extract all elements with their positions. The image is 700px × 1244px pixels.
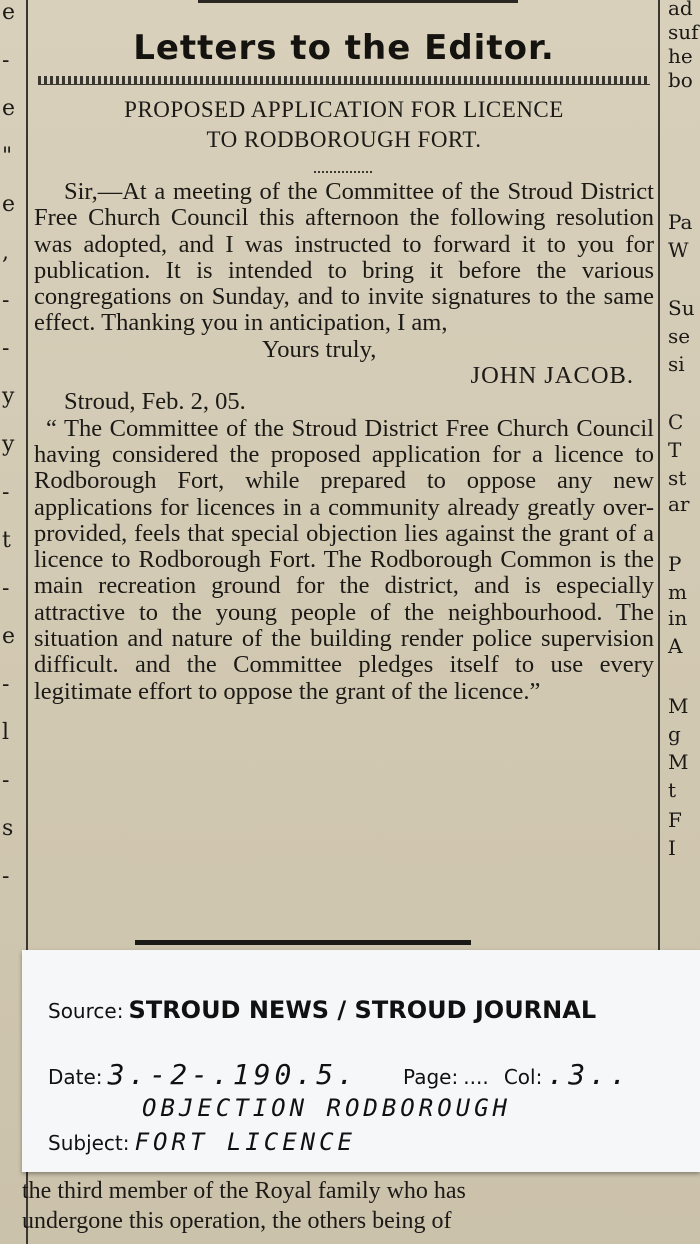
- end-rule: [135, 940, 471, 945]
- right-column-fragment-text: he: [668, 44, 693, 68]
- col-key: Col:: [503, 1065, 543, 1089]
- left-column-char: s: [2, 816, 14, 841]
- subheading: [34, 95, 654, 155]
- label-date-row: [48, 1058, 631, 1091]
- label-source-row: [48, 996, 596, 1024]
- left-column-char: ,: [2, 240, 9, 265]
- subject-line-2: FORT LICENCE: [134, 1128, 356, 1156]
- left-column-char: -: [2, 864, 10, 889]
- left-column-char: l: [2, 720, 10, 745]
- col-value: .3..: [547, 1058, 631, 1091]
- right-column-fragment-text: M: [668, 750, 689, 774]
- top-rule: [198, 0, 518, 3]
- right-column-fragment-text: Su: [668, 296, 695, 320]
- place-date: Stroud, Feb. 2, 05.: [64, 388, 246, 416]
- left-column-fragment: [0, 0, 26, 960]
- left-column-char: e: [2, 96, 16, 121]
- letter-article: [34, 20, 654, 705]
- right-column-fragment-text: t: [668, 778, 677, 802]
- right-column-fragment-text: st: [668, 466, 687, 490]
- bottom-line-1: the third member of the Royal family who has: [22, 1178, 466, 1204]
- left-column-char: -: [2, 480, 10, 505]
- left-column-char: e: [2, 0, 16, 25]
- page-value: ....: [463, 1065, 489, 1089]
- date-key: Date:: [48, 1065, 103, 1089]
- left-column-char: -: [2, 48, 10, 73]
- right-column-fragment-text: ad: [668, 0, 693, 20]
- subject-line-1: OBJECTION RODBOROUGH: [142, 1094, 511, 1122]
- source-key: Source:: [48, 999, 124, 1023]
- closing: Yours truly,: [262, 335, 377, 363]
- right-column-fragment-text: m: [668, 580, 687, 604]
- bottom-article-fragment: [22, 1176, 682, 1236]
- right-column-fragment-text: W: [668, 238, 689, 262]
- left-column-char: ": [2, 144, 13, 169]
- right-column-fragment-text: in: [668, 606, 688, 630]
- right-column-fragment-text: F: [668, 808, 682, 832]
- right-column-fragment-text: Pa: [668, 210, 693, 234]
- signature: JOHN JACOB.: [470, 362, 634, 390]
- resolution-text: “ The Committee of the Stroud District Free Church Council having considered the proposed application for a licence to Rodborough Fort, while prepared to oppose any new applications for licences in a community already greatly over-provided, feels that special objection lies against the grant of a licence to Rodborough Fort. The Rodborough Common is the main recreation ground for the district, and is especially attractive to the young people of the neighbourhood. The situation and nature of the building render police supervision difficult. and the Committee pledges itself to use every legitimate effort to oppose the grant of the licence.”: [34, 414, 654, 705]
- left-column-char: -: [2, 288, 10, 313]
- right-column-fragment-text: A: [668, 634, 683, 658]
- left-column-char: y: [2, 432, 15, 457]
- right-column-fragment-text: se: [668, 324, 691, 348]
- right-column-fragment-text: suf: [668, 20, 699, 44]
- left-column-char: y: [2, 384, 15, 409]
- right-column-fragment-text: P: [668, 552, 682, 576]
- source-value: STROUD NEWS / STROUD JOURNAL: [128, 996, 597, 1024]
- subheading-line-2: TO RODBOROUGH FORT.: [206, 127, 482, 152]
- subheading-line-1: PROPOSED APPLICATION FOR LICENCE: [124, 97, 564, 122]
- left-column-char: -: [2, 336, 10, 361]
- right-column-fragment-text: M: [668, 694, 689, 718]
- subject-key: Subject:: [48, 1131, 130, 1155]
- label-subject-row: [48, 1128, 356, 1156]
- left-column-char: -: [2, 576, 10, 601]
- right-column-fragment-text: I: [668, 836, 676, 860]
- right-column-fragment-text: bo: [668, 68, 693, 92]
- section-dash: [314, 171, 374, 173]
- letter-text: Sir,—At a meeting of the Committee of the Stroud District Free Church Council this afternoon the following resolution was adopted, and I was instructed to forward it to you for publication. It is intended to bring it before the various congregations on Sunday, and to invite signatures to the same effect. Thanking you in anticipation, I am,: [34, 178, 654, 337]
- archive-label: [22, 950, 700, 1172]
- right-column-fragment-text: T: [668, 438, 682, 462]
- page-key: Page:: [403, 1065, 459, 1089]
- right-column-fragment-text: ar: [668, 492, 690, 516]
- wavy-rule: [38, 76, 650, 85]
- headline: Letters to the Editor.: [133, 28, 555, 68]
- left-column-char: t: [2, 528, 11, 553]
- right-column-fragment-text: g: [668, 722, 681, 746]
- column-rule-right: [658, 0, 660, 960]
- letter-body: [34, 179, 654, 705]
- bottom-line-2: undergone this operation, the others being of: [22, 1208, 452, 1234]
- left-column-char: e: [2, 192, 16, 217]
- date-value: 3.-2-.190.5.: [107, 1058, 358, 1091]
- left-column-char: e: [2, 624, 16, 649]
- right-column-fragment: [664, 0, 700, 960]
- left-column-char: -: [2, 768, 10, 793]
- left-column-char: -: [2, 672, 10, 697]
- right-column-fragment-text: si: [668, 352, 685, 376]
- right-column-fragment-text: C: [668, 410, 684, 434]
